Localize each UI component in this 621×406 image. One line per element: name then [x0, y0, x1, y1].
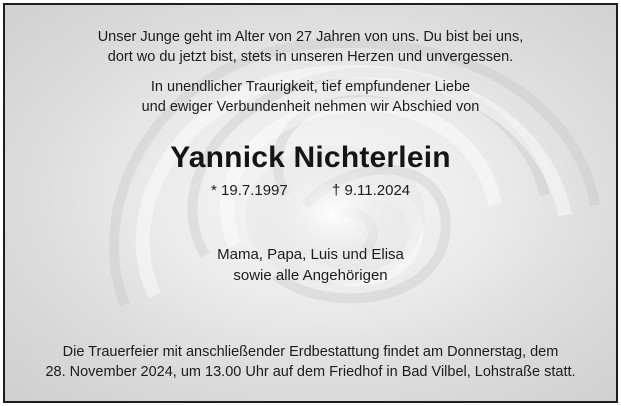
funeral-info-line-2: 28. November 2024, um 13.00 Uhr auf dem Friedhof in Bad Vilbel, Lohstraße statt.: [45, 364, 576, 380]
mourners-line-1: Mama, Papa, Luis und Elisa: [217, 246, 404, 263]
deceased-name: Yannick Nichterlein: [170, 141, 451, 174]
obituary-card: [3, 3, 618, 403]
farewell-text-line-1: In unendlicher Traurigkeit, tief empfundener Liebe: [150, 79, 471, 95]
birth-date: * 19.7.1997: [211, 182, 288, 199]
death-date: † 9.11.2024: [332, 182, 411, 199]
intro-text-line-1: Unser Junge geht im Alter von 27 Jahren von uns. Du bist bei uns,: [97, 29, 524, 45]
farewell-text-line-2: und ewiger Verbundenheit nehmen wir Abschied von: [141, 99, 480, 115]
funeral-info-line-1: Die Trauerfeier mit anschließender Erdbestattung findet am Donnerstag, dem: [62, 344, 559, 360]
mourners-line-2: sowie alle Angehörigen: [233, 267, 388, 284]
intro-text-line-2: dort wo du jetzt bist, stets in unseren Herzen und unvergessen.: [107, 49, 514, 65]
